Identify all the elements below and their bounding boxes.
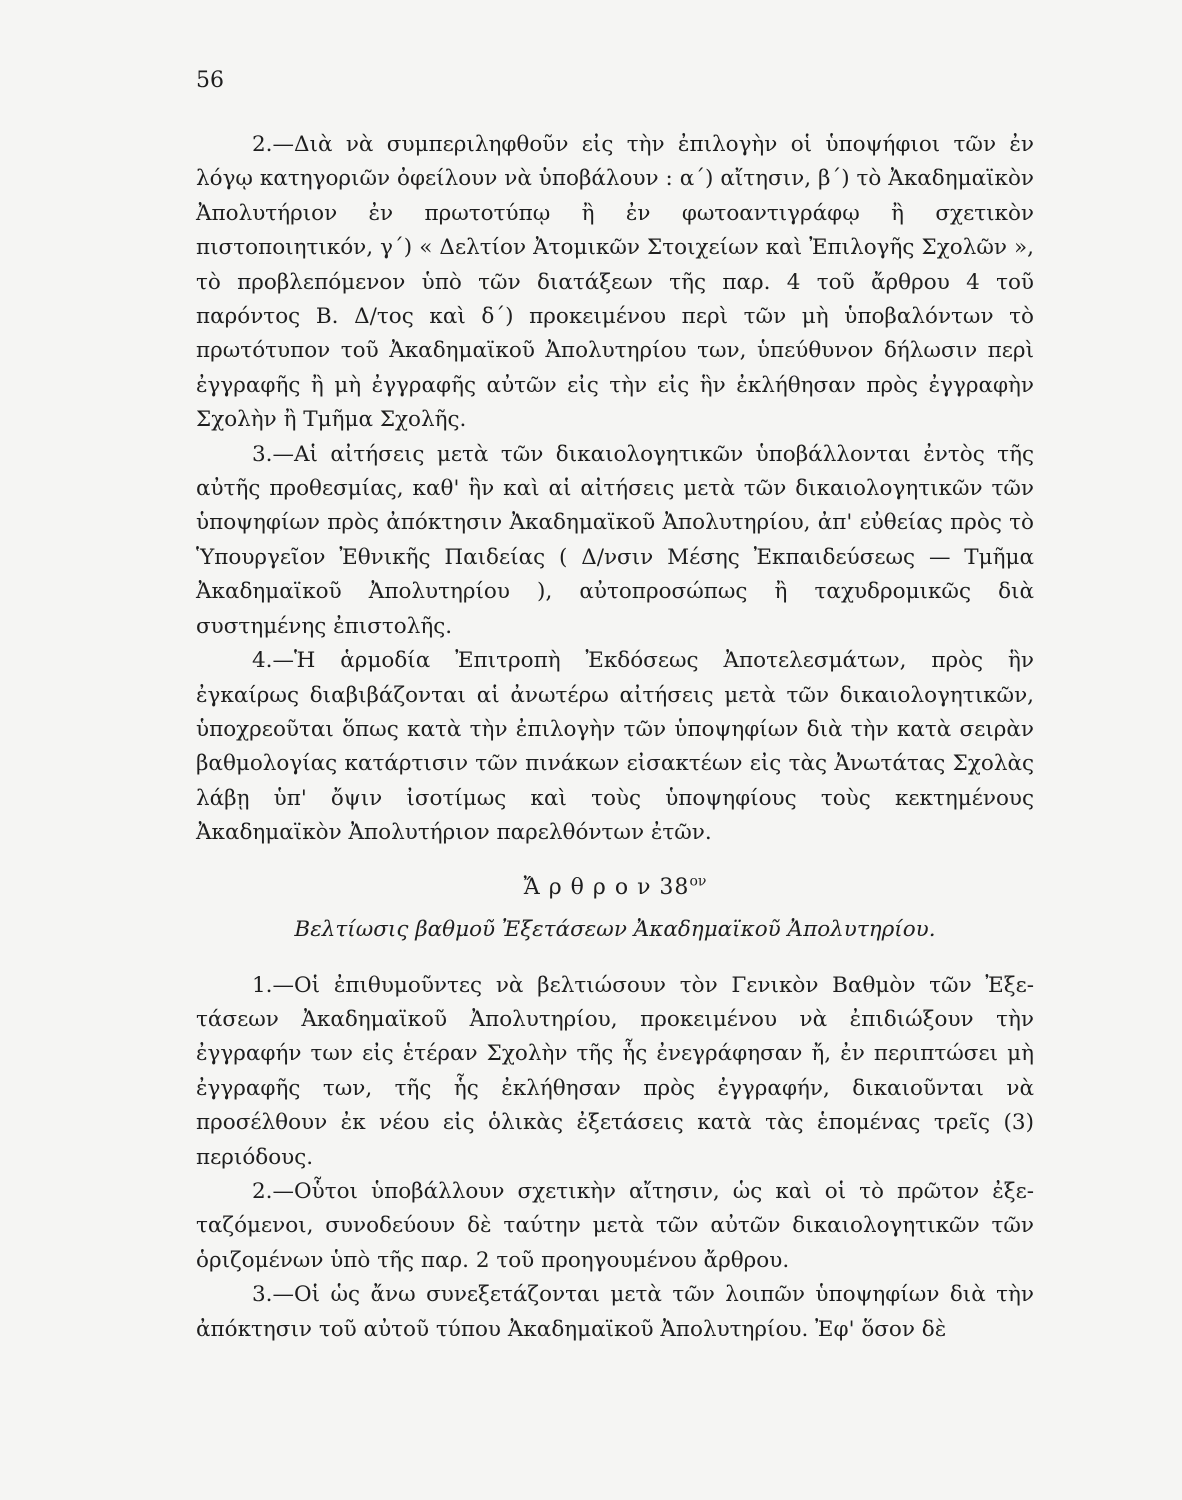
article-38-title: Ἄ ρ θ ρ ο ν 38 <box>523 874 690 900</box>
paragraph-38-3: 3.—Οἱ ὡς ἄνω συνεξετάζονται μετὰ τῶν λοιπῶν ὑποψηφίων διὰ τὴν ἀπόκτησιν τοῦ αὐτοῦ τύπου Ἀκαδημαϊκοῦ Ἀπολυτηρίου. Ἐφ' ὅσον δὲ <box>196 1282 1034 1342</box>
page-body <box>196 128 1034 1347</box>
paragraph-38-2: 2.—Οὗτοι ὑποβάλλουν σχετικὴν αἴτησιν, ὡς καὶ οἱ τὸ πρῶτον ἐξεταζόμενοι, συνοδεύουν δὲ ταύτην μετὰ τῶν αὐτῶν δικαιολογητικῶν τῶν ὁριζομένων ὑπὸ τῆς παρ. 2 τοῦ προηγουμένου ἄρθρου. <box>196 1178 1034 1273</box>
paragraph-37-2: 2.—Διὰ νὰ συμπεριληφθοῦν εἰς τὴν ἐπιλογὴν οἱ ὑποψήφιοι τῶν ἐν λόγῳ κατηγοριῶν ὀφείλουν νὰ ὑποβάλουν : α΄) αἴτησιν, β΄) τὸ Ἀκαδημαϊκὸν Ἀπολυτήριον ἐν πρωτοτύπῳ ἢ ἐν φωτοαντιγράφῳ ἢ σχετικὸν πιστοποιητικόν, γ΄) « Δελτίον Ἀτομικῶν Στοιχείων καὶ Ἐπιλογῆς Σχολῶν », τὸ προβλεπόμενον ὑπὸ τῶν διατάξεων τῆς παρ. 4 τοῦ ἄρθρου 4 τοῦ παρόντος Β. Δ/τος καὶ δ΄) προκειμένου περὶ τῶν μὴ ὑποβαλόντων τὸ πρωτότυπον τοῦ Ἀκαδημαϊκοῦ Ἀπολυτηρίου των, ὑπεύθυνον δήλωσιν περὶ ἐγγραφῆς ἢ μὴ ἐγγραφῆς αὐτῶν εἰς τὴν εἰς ἣν ἐκλήθησαν πρὸς ἐγγραφὴν Σχολὴν ἢ Τμῆμα Σχολῆς. <box>196 132 1034 433</box>
article-38-heading <box>196 871 1034 905</box>
paragraph-37-4: 4.—Ἡ ἁρμοδία Ἐπιτροπὴ Ἐκδόσεως Ἀποτελεσμάτων, πρὸς ἣν ἐγκαίρως διαβιβάζονται αἱ ἀνωτέρω αἰτήσεις μετὰ τῶν δικαιολογητικῶν, ὑποχρεοῦται ὅπως κατὰ τὴν ἐπιλογὴν τῶν ὑποψηφίων διὰ τὴν κατὰ σειρὰν βαθμολογίας κατάρτισιν τῶν πινάκων εἰσακτέων εἰς τὰς Ἀνωτάτας Σχολὰς λάβῃ ὑπ' ὄψιν ἰσοτίμως καὶ τοὺς ὑποψηφίους τοὺς κεκτημένους Ἀκαδημαϊκὸν Ἀπολυτήριον παρελθόντων ἐτῶν. <box>196 648 1034 846</box>
paragraph-38-1: 1.—Οἱ ἐπιθυμοῦντες νὰ βελτιώσουν τὸν Γενικὸν Βαθμὸν τῶν Ἐξετάσεων Ἀκαδημαϊκοῦ Ἀπολυτηρίου, προκειμένου νὰ ἐπιδιώξουν τὴν ἐγγραφήν των εἰς ἑτέραν Σχολὴν τῆς ἧς ἐνεγράφησαν ἤ, ἐν περιπτώσει μὴ ἐγγραφῆς των, τῆς ἧς ἐκλήθησαν πρὸς ἐγγραφήν, δικαιοῦνται νὰ προσέλθουν ἐκ νέου εἰς ὁλικὰς ἐξετάσεις κατὰ τὰς ἑπομένας τρεῖς (3) περιόδους. <box>196 972 1034 1170</box>
paragraph-37-3: 3.—Αἱ αἰτήσεις μετὰ τῶν δικαιολογητικῶν ὑποβάλλονται ἐντὸς τῆς αὐτῆς προθεσμίας, καθ' ἣν καὶ αἱ αἰτήσεις μετὰ τῶν δικαιολογητικῶν τῶν ὑποψηφίων πρὸς ἀπόκτησιν Ἀκαδημαϊκοῦ Ἀπολυτηρίου, ἀπ' εὐθείας πρὸς τὸ Ὑπουργεῖον Ἐθνικῆς Παιδείας ( Δ/νσιν Μέσης Ἐκπαιδεύσεως — Τμῆμα Ἀκαδημαϊκοῦ Ἀπολυτηρίου ), αὐτοπροσώπως ἢ ταχυδρομικῶς διὰ συστημένης ἐπιστολῆς. <box>196 441 1034 639</box>
article-38-title-suffix: ον <box>689 873 707 890</box>
article-38-subheading: Βελτίωσις βαθμοῦ Ἐξετάσεων Ἀκαδημαϊκοῦ Ἀπολυτηρίου. <box>294 916 936 942</box>
page-number: 56 <box>196 68 224 93</box>
